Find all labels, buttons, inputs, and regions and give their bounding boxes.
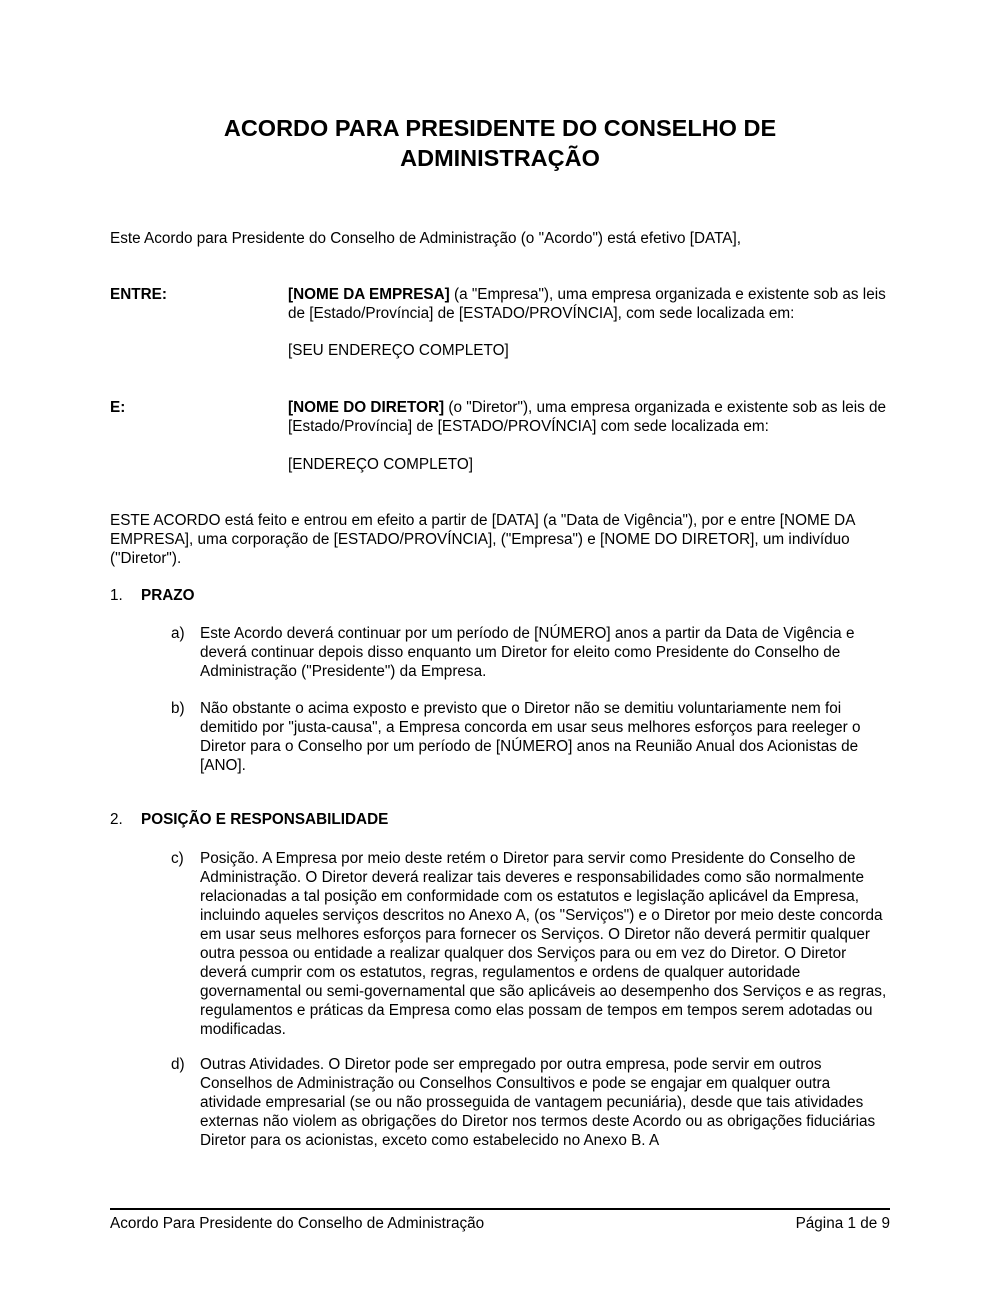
clause-letter: d) <box>171 1056 185 1073</box>
footer-page-number: Página 1 de 9 <box>795 1215 890 1232</box>
party-label-e: E: <box>110 399 126 416</box>
party-name: [NOME DA EMPRESA] <box>288 286 450 303</box>
section-number: 1. <box>110 587 123 604</box>
clause-text: Outras Atividades. O Diretor pode ser empregado por outra empresa, pode servir em outros Conselhos de Administração ou Conselhos Consultivos e pode se engajar em qualquer outra atividade empresarial (se ou não prosseguida de vantagem pecuniária), desde que tais atividades externas não violem as obrigações do Diretor nos termos deste Acordo ou as obrigações fiduciárias Diretor para os acionistas, exceto como estabelecido no Anexo B. A <box>200 1056 876 1149</box>
clause-text: Posição. A Empresa por meio deste retém o Diretor para servir como Presidente do Conselho de Administração. O Diretor deverá realizar tais deveres e responsabilidades como são normalmente relacionadas a tal posição em conformidade com os estatutos e legislação aplicável da Empresa, incluindo aqueles serviços descritos no Anexo A, (os "Serviços") e o Diretor por meio deste concorda em usar seus melhores esforços para fornecer os Serviços. O Diretor não deverá permitir qualquer outra pessoa ou entidade a realizar qualquer dos Serviços para ou em vez do Diretor. O Diretor deverá cumprir com os estatutos, regras, regulamentos e ordens de qualquer autoridade governamental ou semi-governamental que são aplicáveis ao desempenho dos Serviços e as regras, regulamentos e práticas da Empresa como elas possam de tempos em tempos serem adotadas ou modificadas. <box>200 850 887 1038</box>
party-description-company <box>288 285 888 323</box>
party-label-entre: ENTRE: <box>110 286 167 303</box>
party-name: [NOME DO DIRETOR] <box>288 399 445 416</box>
intro-paragraph: Este Acordo para Presidente do Conselho de Administração (o "Acordo") está efetivo [DATA], <box>110 230 741 247</box>
clause-text: Este Acordo deverá continuar por um período de [NÚMERO] anos a partir da Data de Vigência e deverá continuar depois disso enquanto um Diretor for eleito como Presidente do Conselho de Administração ("Presidente") da Empresa. <box>200 625 855 680</box>
document-title <box>110 113 890 173</box>
clause-letter: c) <box>171 850 184 867</box>
agreement-paragraph: ESTE ACORDO está feito e entrou em efeito a partir de [DATA] (a "Data de Vigência"), por e entre [NOME DA EMPRESA], uma corporação de [ESTADO/PROVÍNCIA], ("Empresa") e [NOME DO DIRETOR], um indivíduo ("Diretor"). <box>110 512 855 567</box>
section-number: 2. <box>110 811 123 828</box>
section-title-posicao: POSIÇÃO E RESPONSABILIDADE <box>141 811 389 828</box>
party-text: (o "Diretor"), uma empresa organizada e existente sob as leis de [Estado/Província] de [ESTADO/PROVÍNCIA] com sede localizada em: <box>288 399 887 435</box>
clause-letter: b) <box>171 700 185 717</box>
party-text: (a "Empresa"), uma empresa organizada e existente sob as leis de [Estado/Província] de [ESTADO/PROVÍNCIA], com sede localizada em: <box>288 286 886 322</box>
section-title-prazo: PRAZO <box>141 587 195 604</box>
clause-text: Não obstante o acima exposto e previsto que o Diretor não se demitiu voluntariamente nem foi demitido por "justa-causa", a Empresa concorda em usar seus melhores esforços para reeleger o Diretor para o Conselho por um período de [NÚMERO] anos na Reunião Anual dos Acionistas de [ANO]. <box>200 700 861 774</box>
title-line-1: ACORDO PARA PRESIDENTE DO CONSELHO DE <box>223 115 777 141</box>
clause-letter: a) <box>171 625 185 642</box>
footer-divider <box>110 1208 890 1210</box>
party-address-company: [SEU ENDEREÇO COMPLETO] <box>288 342 509 359</box>
title-line-2: ADMINISTRAÇÃO <box>400 145 600 171</box>
footer-document-name: Acordo Para Presidente do Conselho de Administração <box>110 1215 485 1232</box>
party-description-director <box>288 398 888 436</box>
party-address-director: [ENDEREÇO COMPLETO] <box>288 456 474 473</box>
